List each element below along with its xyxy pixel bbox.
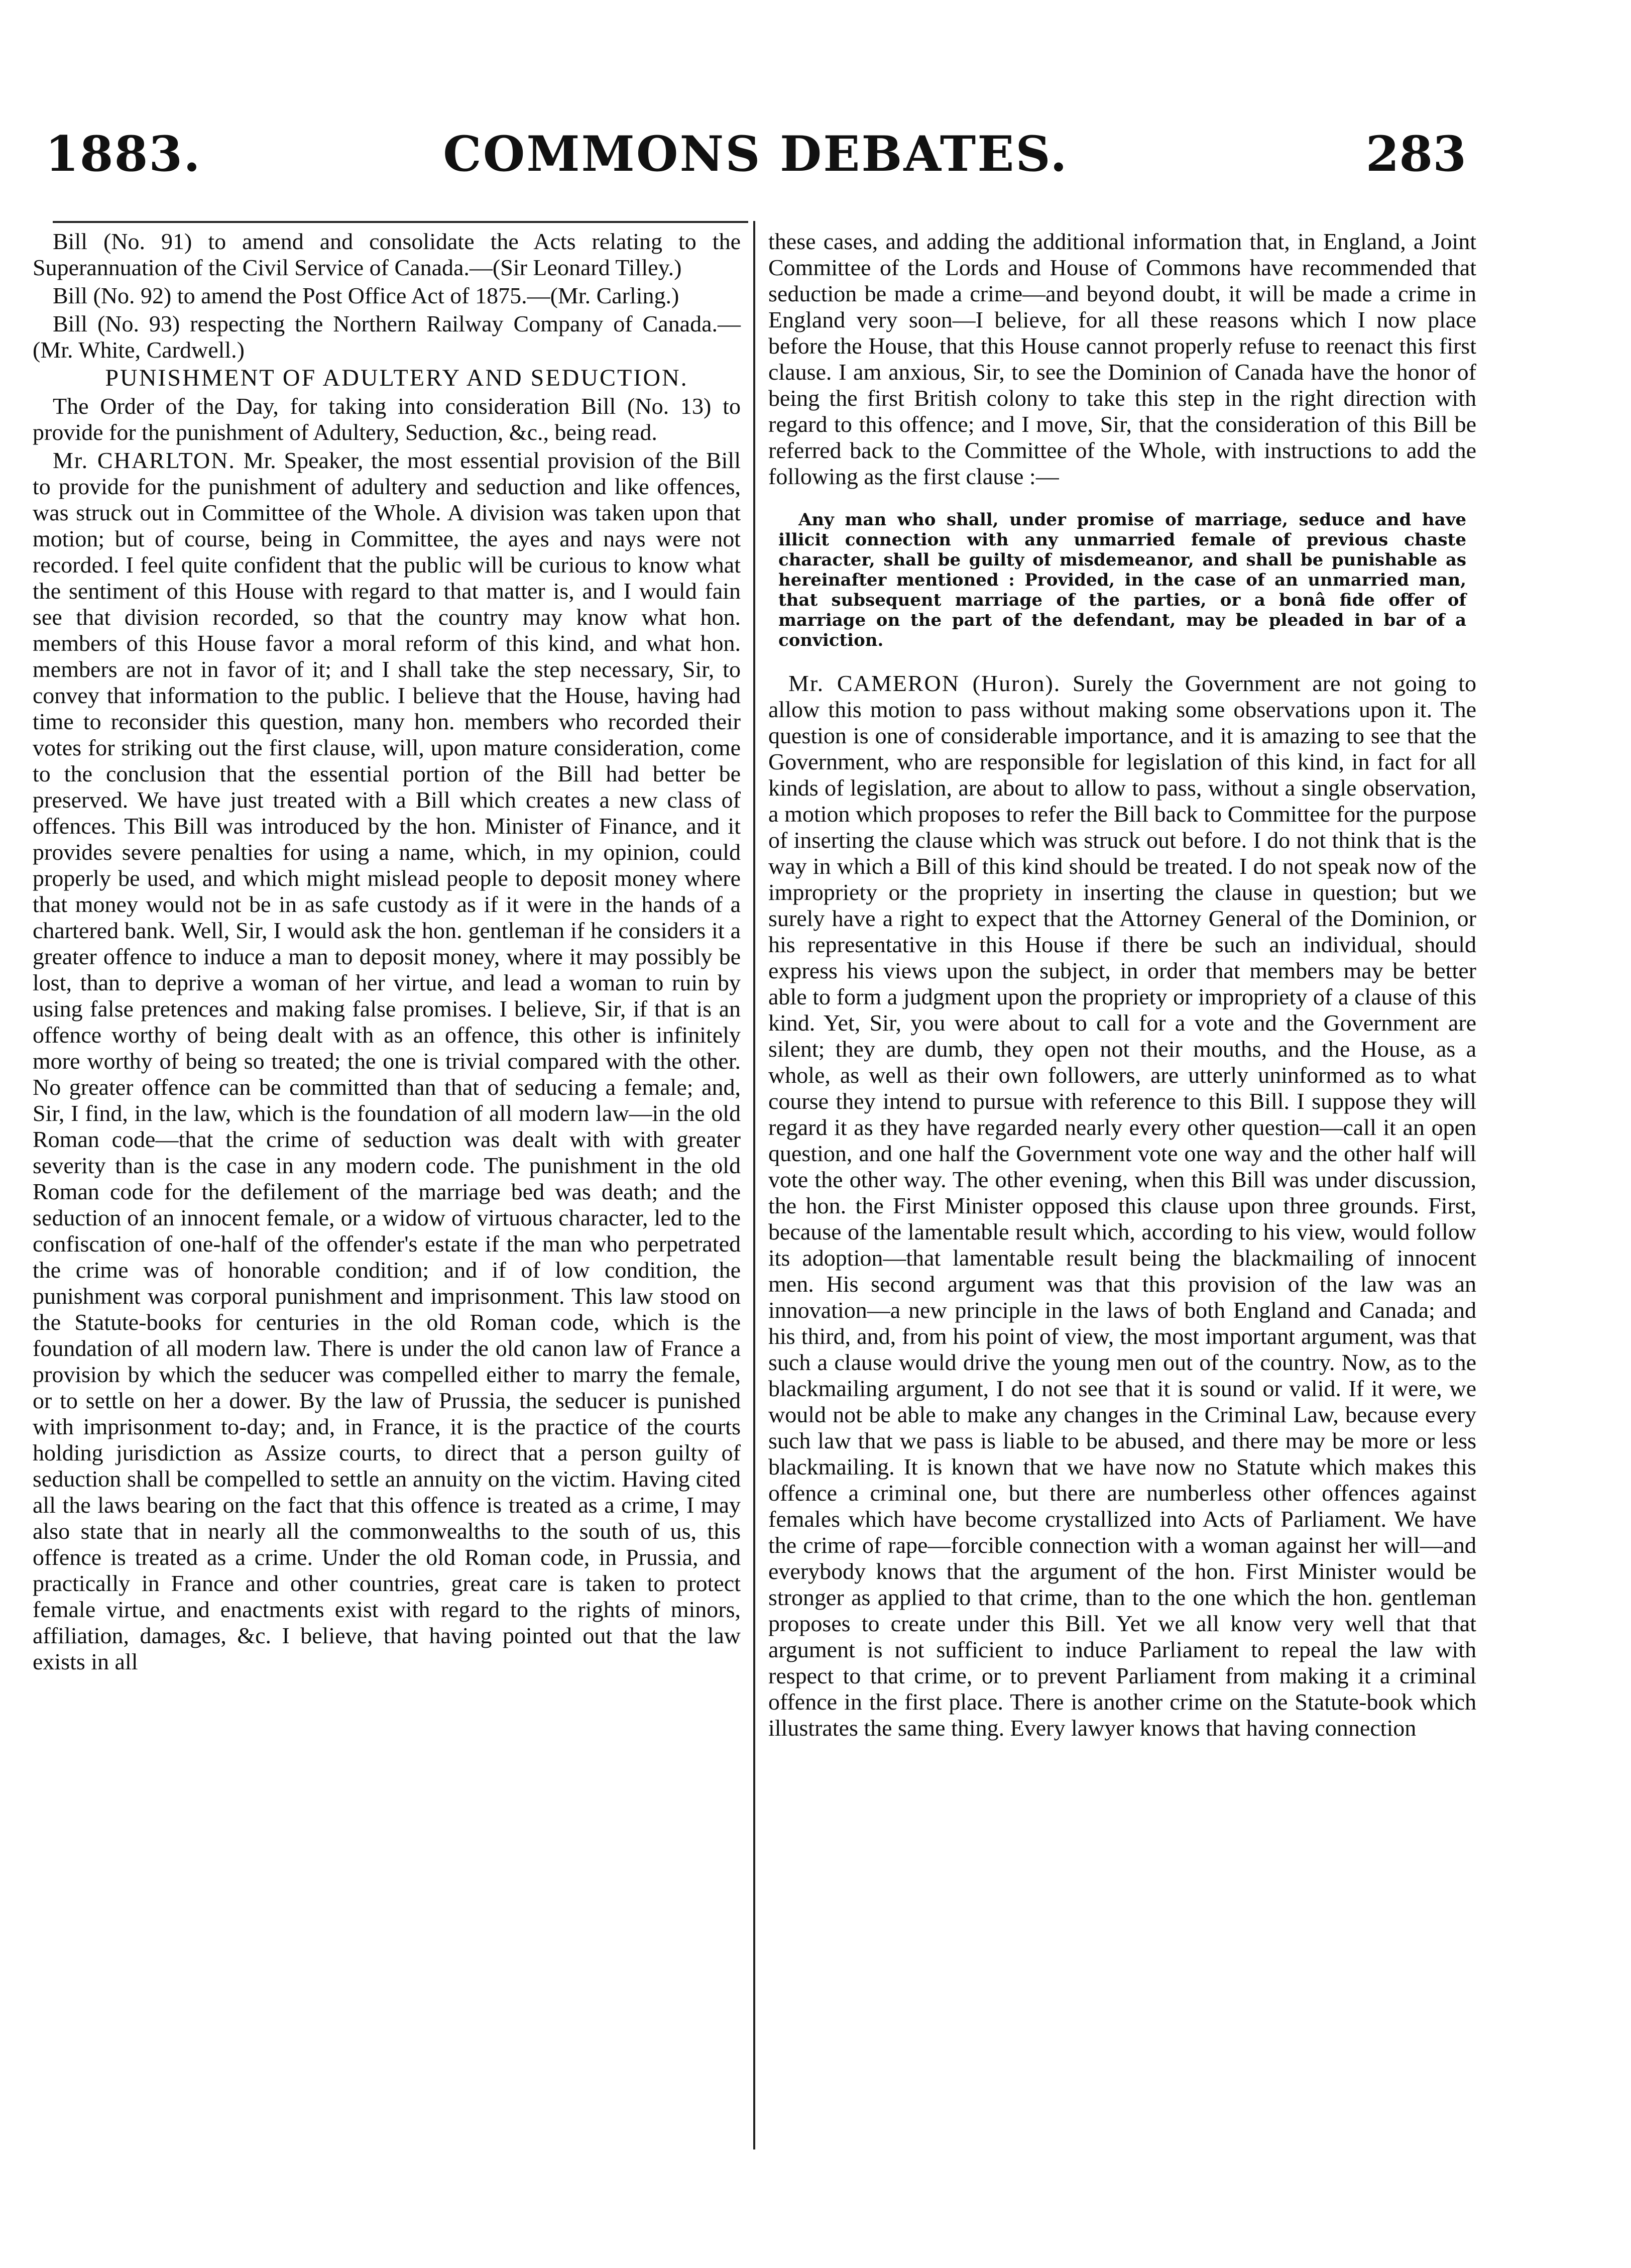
cameron-speech: Surely the Government are not going to allow this motion to pass without making some observations upon it. The question is one of considerable importance, and it is amazing to see that the Government, who are responsible for legislation of this kind, in fact for all kinds of legislation, are about to allow to pass, without a single observation, a motion which proposes to refer the Bill back to Committee for the purpose of inserting the clause which was struck out before. I do not think that is the way in which a Bill of this kind should be treated. I do not speak now of the impropriety or the propriety in inserting the clause in question; but we surely have a right to expect that the Attorney General of the Dominion, or his representative in this House if there be such an individual, should express his views upon the subject, in order that members may be better able to form a judgment upon the propriety or impropriety of a clause of this kind. Yet, Sir, you were about to call for a vote and the Government are silent; they are dumb, they open not their mouths, and the House, as a whole, as well as their own followers, are utterly uninformed as to what course they intend to pursue with reference to this Bill. I suppose they will regard it as they have regarded nearly every other question—call it an open question, and one half the Government vote one way and the other half will vote the other way. The other evening, when this Bill was under discussion, the hon. the First Minister opposed this clause upon three grounds. First, because of the lamentable result which, according to his view, would follow its adoption—that lamentable result being the blackmailing of innocent men. His second argument was that this provision of the law was an innovation—a new principle in the laws of both England and Canada; and his third, and, from his point of view, the most important argument, was that such a clause would drive the young men out of the country. Now, as to the blackmailing argument, I do not see that it is sound or valid. If it were, we would not be able to make any changes in the Criminal Law, because every such law that we pass is liable to be abused, and there may be more or less blackmailing. It is known that we have now no Statute which makes this offence a criminal one, but there are numberless other offences against females which have become crystallized into Acts of Parliament. We have the crime of rape—forcible connection with a woman against her will—and everybody knows that the argument of the hon. First Minister would be stronger as applied to that crime, than to the one which the hon. gentleman proposes to create under this Bill. Yet we all know very well that that argument is not sufficient to induce Parliament to repeal the law with respect to that crime, or to prevent Parliament from making it a criminal offence in the first place. There is another crime on the Statute-book which illustrates the same thing. Every lawyer knows that having connection <box>768 670 1476 1741</box>
header-page-number: 283 <box>1365 126 1466 182</box>
page-header <box>45 126 1466 201</box>
charlton-speech-continuation: these cases, and adding the additional information that, in England, a Joint Committee of the Lords and House of Commons have recommended that seduction be made a crime—and beyond doubt, it will be made a crime in England very soon—I believe, for all these reasons which I now place before the House, that this House cannot properly refuse to reenact this first clause. I am anxious, Sir, to see the Dominion of Canada have the honor of being the first British colony to take this step in the right direction with regard to this offence; and I move, Sir, that the consideration of this Bill be referred back to the Committee of the Whole, with instructions to add the following as the first clause :— <box>768 229 1476 489</box>
bill-91-entry: Bill (No. 91) to amend and consolidate the Acts relating to the Superannuation of the Civil Service of Canada.—(Sir Leonard Tilley.) <box>33 229 741 280</box>
speaker-charlton: Mr. CHARLTON. <box>53 447 236 473</box>
quoted-clause <box>768 510 1476 650</box>
charlton-speech-paragraph <box>33 447 741 1675</box>
header-title: COMMONS DEBATES. <box>443 126 1069 182</box>
header-rule <box>53 221 748 223</box>
order-of-day: The Order of the Day, for taking into consideration Bill (No. 13) to provide for the punishment of Adultery, Seduction, &c., being read. <box>33 393 741 445</box>
left-column <box>33 229 741 1677</box>
section-heading: PUNISHMENT OF ADULTERY AND SEDUCTION. <box>105 365 688 391</box>
right-column <box>768 229 1476 1743</box>
bill-93-entry: Bill (No. 93) respecting the Northern Railway Company of Canada.—(Mr. White, Cardwell.) <box>33 311 741 363</box>
header-year: 1883. <box>45 126 201 182</box>
bill-92-entry: Bill (No. 92) to amend the Post Office Act of 1875.—(Mr. Carling.) <box>53 283 679 308</box>
column-divider <box>753 221 755 2149</box>
speaker-cameron: Mr. CAMERON (Huron). <box>788 670 1061 696</box>
cameron-speech-paragraph <box>768 670 1476 1741</box>
quoted-clause-text: Any man who shall, under promise of marriage, seduce and have illicit connection with any unmarried female of previous chaste character, shall be guilty of misdemeanor, and shall be punishable as hereinafter mentioned : Provided, in the case of an unmarried man, that subsequent marriage of the parties, or a bonâ fide offer of marriage on the part of the defendant, may be pleaded in bar of a conviction. <box>778 510 1466 650</box>
charlton-speech: Mr. Speaker, the most essential provision of the Bill to provide for the punishment of adultery and seduction and like offences, was struck out in Committee of the Whole. A division was taken upon that motion; but of course, being in Committee, the ayes and nays were not recorded. I feel quite confident that the public will be curious to know what the sentiment of this House with regard to that matter is, and I would fain see that division recorded, so that the country may know what hon. members of this House favor a moral reform of this kind, and what hon. members are not in favor of it; and I shall take the step necessary, Sir, to convey that information to the public. I believe that the House, having had time to reconsider this question, many hon. members who recorded their votes for striking out the first clause, will, upon mature consideration, come to the conclusion that the essential portion of the Bill had better be preserved. We have just treated with a Bill which creates a new class of offences. This Bill was introduced by the hon. Minister of Finance, and it provides severe penalties for using a name, which, in my opinion, could properly be used, and which might mislead people to deposit money where that money would not be in as safe custody as if it were in the hands of a chartered bank. Well, Sir, I would ask the hon. gentleman if he considers it a greater offence to induce a man to deposit money, where it may possibly be lost, than to deprive a woman of her virtue, and lead a woman to ruin by using false pretences and making false promises. I believe, Sir, if that is an offence worthy of being dealt with as an offence, this other is infinitely more worthy of being so treated; the one is trivial compared with the other. No greater offence can be committed than that of seducing a female; and, Sir, I find, in the law, which is the foundation of all modern law—in the old Roman code—that the crime of seduction was dealt with with greater severity than is the case in any modern code. The punishment in the old Roman code for the defilement of the marriage bed was death; and the seduction of an innocent female, or a widow of virtuous character, led to the confiscation of one-half of the offender's estate if the man who perpetrated the crime was of honorable condition; and if of low condition, the punishment was corporal punishment and imprisonment. This law stood on the Statute-books for centuries in the old Roman code, which is the foundation of all modern law. There is under the old canon law of France a provision by which the seducer was compelled either to marry the female, or to settle on her a dower. By the law of Prussia, the seducer is punished with imprisonment to-day; and, in France, it is the practice of the courts holding jurisdiction as Assize courts, to direct that a person guilty of seduction shall be compelled to settle an annuity on the victim. Having cited all the laws bearing on the fact that this offence is treated as a crime, I may also state that in nearly all the commonwealths to the south of us, this offence is treated as a crime. Under the old Roman code, in Prussia, and practically in France and other countries, great care is taken to protect female virtue, and enactments exist with regard to the rights of minors, affiliation, damages, &c. I believe, that having pointed out that the law exists in all <box>33 447 741 1674</box>
